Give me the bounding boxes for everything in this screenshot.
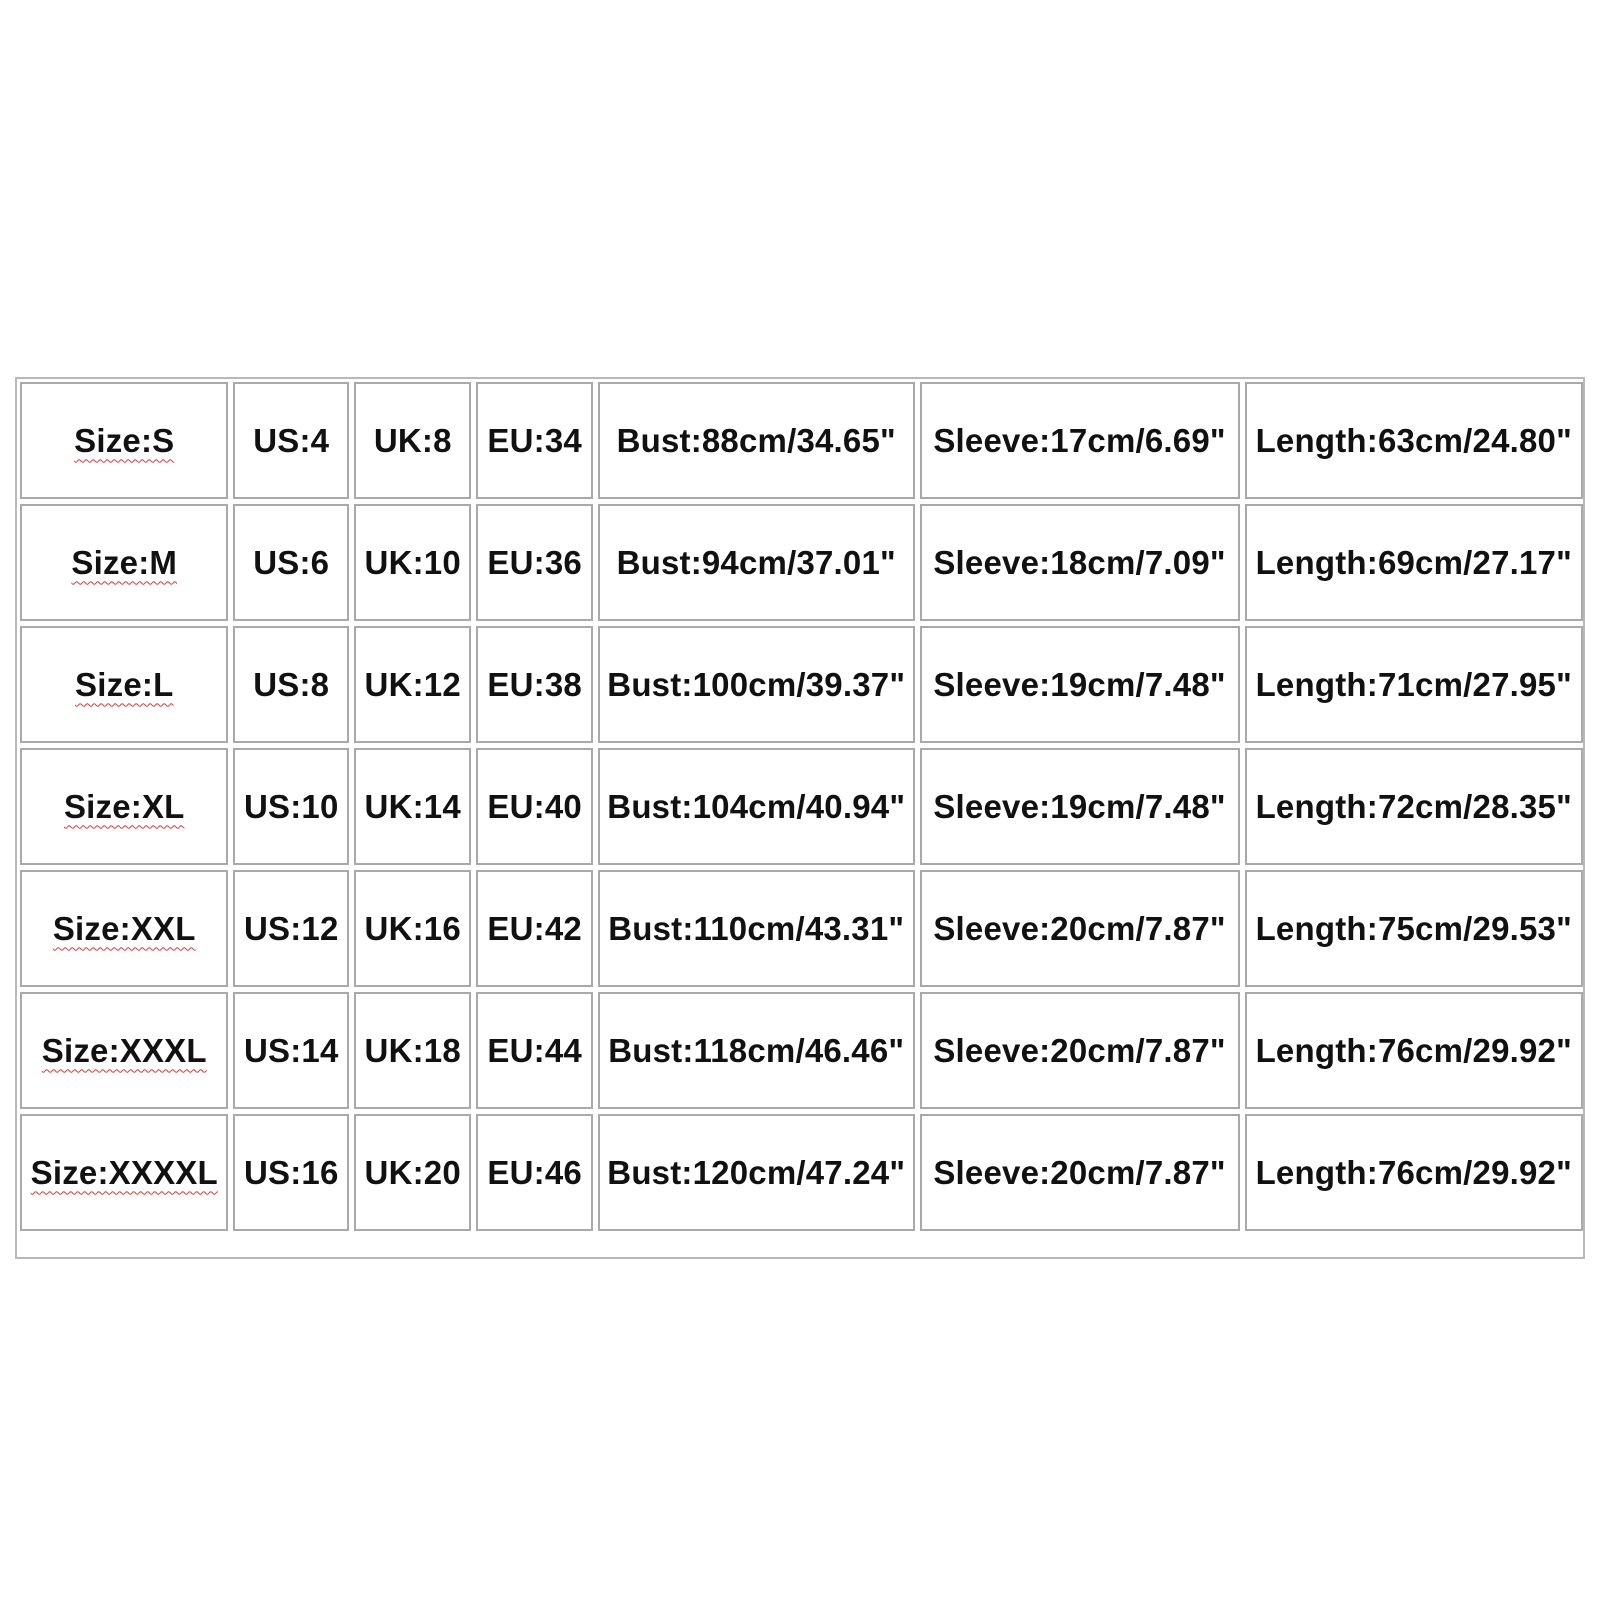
sleeve-cell: Sleeve:20cm/7.87" xyxy=(920,870,1240,987)
eu-size-cell: EU:34 xyxy=(476,382,592,499)
size-cell xyxy=(20,992,228,1109)
bust-cell: Bust:120cm/47.24" xyxy=(598,1114,915,1231)
sleeve-cell: Sleeve:20cm/7.87" xyxy=(920,1114,1240,1231)
sleeve-cell: Sleeve:20cm/7.87" xyxy=(920,992,1240,1109)
us-size-cell: US:8 xyxy=(233,626,349,743)
size-label: Size:XXXXL xyxy=(30,1153,218,1191)
us-size-cell: US:6 xyxy=(233,504,349,621)
size-chart xyxy=(15,377,1585,1259)
bust-cell: Bust:110cm/43.31" xyxy=(598,870,915,987)
size-label: Size:M xyxy=(71,543,178,581)
uk-size-cell: UK:18 xyxy=(354,992,471,1109)
sleeve-cell: Sleeve:17cm/6.69" xyxy=(920,382,1240,499)
uk-size-cell: UK:12 xyxy=(354,626,471,743)
eu-size-cell: EU:36 xyxy=(476,504,592,621)
table-row xyxy=(20,870,1583,987)
length-cell: Length:71cm/27.95" xyxy=(1245,626,1583,743)
size-cell xyxy=(20,626,228,743)
sleeve-cell: Sleeve:19cm/7.48" xyxy=(920,748,1240,865)
sleeve-cell: Sleeve:19cm/7.48" xyxy=(920,626,1240,743)
us-size-cell: US:16 xyxy=(233,1114,349,1231)
us-size-cell: US:14 xyxy=(233,992,349,1109)
eu-size-cell: EU:46 xyxy=(476,1114,592,1231)
size-cell xyxy=(20,382,228,499)
size-cell xyxy=(20,1114,228,1231)
size-cell xyxy=(20,748,228,865)
bust-cell: Bust:104cm/40.94" xyxy=(598,748,915,865)
bust-cell: Bust:100cm/39.37" xyxy=(598,626,915,743)
table-row xyxy=(20,1114,1583,1231)
table-row xyxy=(20,504,1583,621)
length-cell: Length:76cm/29.92" xyxy=(1245,992,1583,1109)
eu-size-cell: EU:40 xyxy=(476,748,592,865)
table-row xyxy=(20,748,1583,865)
size-cell xyxy=(20,870,228,987)
bust-cell: Bust:88cm/34.65" xyxy=(598,382,915,499)
size-label: Size:XL xyxy=(63,787,185,825)
size-label: Size:XXXL xyxy=(41,1031,207,1069)
us-size-cell: US:4 xyxy=(233,382,349,499)
uk-size-cell: UK:14 xyxy=(354,748,471,865)
size-label: Size:S xyxy=(74,421,175,459)
uk-size-cell: UK:16 xyxy=(354,870,471,987)
uk-size-cell: UK:8 xyxy=(354,382,471,499)
length-cell: Length:69cm/27.17" xyxy=(1245,504,1583,621)
size-table xyxy=(15,377,1588,1236)
us-size-cell: US:10 xyxy=(233,748,349,865)
table-row xyxy=(20,626,1583,743)
eu-size-cell: EU:44 xyxy=(476,992,592,1109)
size-label: Size:L xyxy=(75,665,174,703)
length-cell: Length:75cm/29.53" xyxy=(1245,870,1583,987)
table-row xyxy=(20,382,1583,499)
sleeve-cell: Sleeve:18cm/7.09" xyxy=(920,504,1240,621)
eu-size-cell: EU:38 xyxy=(476,626,592,743)
eu-size-cell: EU:42 xyxy=(476,870,592,987)
bust-cell: Bust:94cm/37.01" xyxy=(598,504,915,621)
uk-size-cell: UK:10 xyxy=(354,504,471,621)
length-cell: Length:76cm/29.92" xyxy=(1245,1114,1583,1231)
uk-size-cell: UK:20 xyxy=(354,1114,471,1231)
length-cell: Length:72cm/28.35" xyxy=(1245,748,1583,865)
size-cell xyxy=(20,504,228,621)
us-size-cell: US:12 xyxy=(233,870,349,987)
size-label: Size:XXL xyxy=(52,909,196,947)
length-cell: Length:63cm/24.80" xyxy=(1245,382,1583,499)
table-row xyxy=(20,992,1583,1109)
bust-cell: Bust:118cm/46.46" xyxy=(598,992,915,1109)
